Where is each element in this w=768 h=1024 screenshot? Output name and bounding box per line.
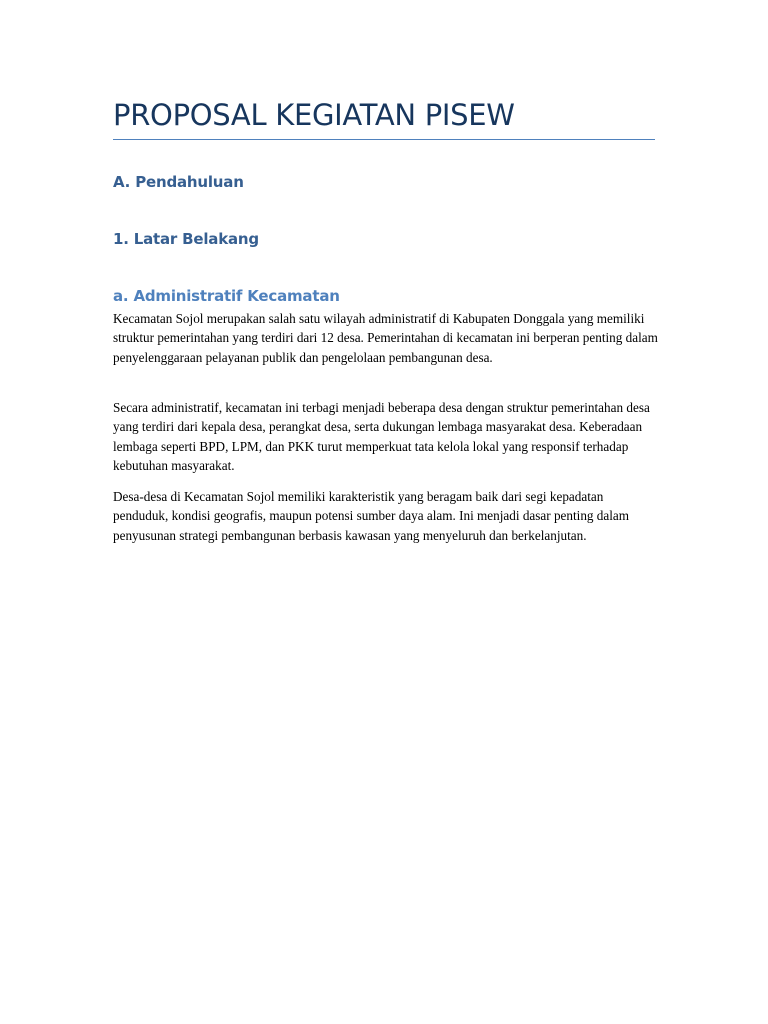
body-paragraph-3: Desa-desa di Kecamatan Sojol memiliki karakteristik yang beragam baik dari segi kepadatan penduduk, kondisi geografis, maupun potensi sumber daya alam. Ini menjadi dasar penting dalam penyusunan strategi pembangunan berbasis kawasan yang menyeluruh dan berkelanjutan. xyxy=(113,489,630,543)
document-title: PROPOSAL KEGIATAN PISEW xyxy=(113,98,515,132)
subsection-heading-administratif-kecamatan: a. Administratif Kecamatan xyxy=(113,287,340,305)
section-heading-pendahuluan: A. Pendahuluan xyxy=(113,173,244,191)
subsection-heading-latar-belakang: 1. Latar Belakang xyxy=(113,230,259,248)
body-paragraph-2: Secara administratif, kecamatan ini terbagi menjadi beberapa desa dengan struktur pemerintahan desa yang terdiri dari kepala desa, perangkat desa, serta dukungan lembaga masyarakat desa. Keberadaan lembaga seperti BPD, LPM, dan PKK turut memperkuat tata kelola lokal yang responsif terhadap kebutuhan masyarakat. xyxy=(113,400,650,474)
title-underline xyxy=(113,139,655,140)
body-paragraph-1: Kecamatan Sojol merupakan salah satu wilayah administratif di Kabupaten Donggala yang memiliki struktur pemerintahan yang terdiri dari 12 desa. Pemerintahan di kecamatan ini berperan penting dalam penyelenggaraan pelayanan publik dan pengelolaan pembangunan desa. xyxy=(113,311,658,365)
